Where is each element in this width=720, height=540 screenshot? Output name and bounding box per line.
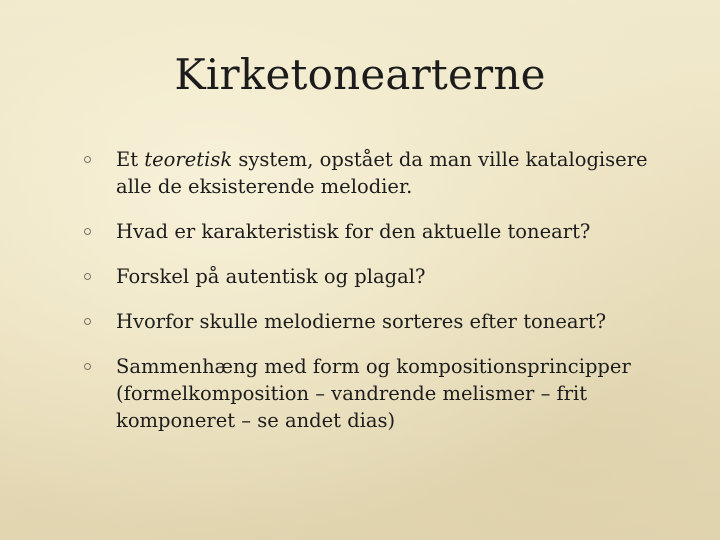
bullet-item [80, 353, 670, 434]
bullet-text-emphasis: teoretisk [144, 148, 233, 171]
slide-title: Kirketonearterne [174, 50, 546, 99]
hollow-circle-icon [84, 363, 91, 370]
bullet-item [80, 218, 670, 245]
bullet-item [80, 263, 670, 290]
bullet-item [80, 308, 670, 335]
hollow-circle-icon [84, 273, 91, 280]
bullet-item [80, 146, 670, 200]
hollow-circle-icon [84, 156, 91, 163]
bullet-text: Hvad er karakteristisk for den aktuelle toneart? [116, 220, 591, 243]
bullet-text: Forskel på autentisk og plagal? [116, 265, 426, 288]
hollow-circle-icon [84, 228, 91, 235]
bullet-list [80, 146, 670, 452]
bullet-text-suffix: system, opstået da man ville katalogisere alle de eksisterende melodier. [116, 148, 648, 198]
hollow-circle-icon [84, 318, 91, 325]
bullet-text-prefix: Et [116, 148, 145, 171]
bullet-text: Hvorfor skulle melodierne sorteres efter toneart? [116, 310, 607, 333]
bullet-text: Sammenhæng med form og kompositionsprincipper (formelkomposition – vandrende melismer – frit komponeret – se andet dias) [116, 355, 631, 432]
